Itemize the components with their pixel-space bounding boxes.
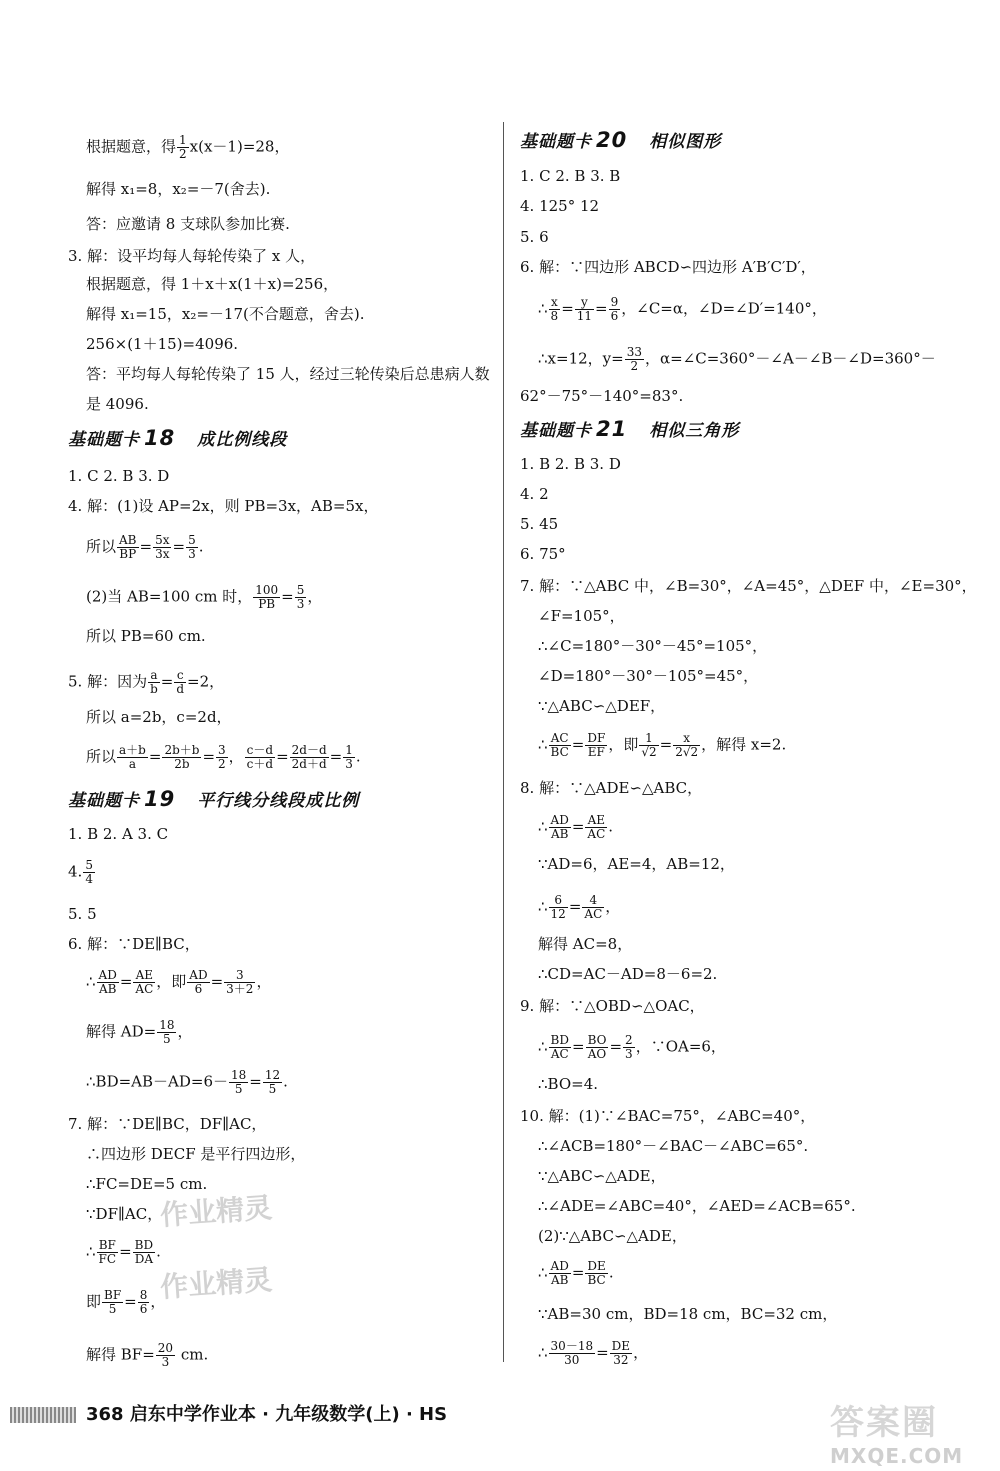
answer-line: 1. B 2. A 3. C <box>68 825 169 843</box>
equation-line: ∴BD=AB－AD=6－ $\frac{18}{5}$ = $\frac{12}{5}$ . <box>86 1068 288 1096</box>
text-line: 所以 a=2b，c=2d， <box>86 708 232 726</box>
text-line: 答：平均每人每轮传染了 15 人，经过三轮传染后总患病人数 <box>86 365 490 383</box>
equation-line: ∴ $\frac{AD}{AB}$ = $\frac{DE}{BC}$ . <box>538 1259 614 1287</box>
column-divider <box>503 122 504 1362</box>
text-line: ∵△ABC∽△DEF， <box>538 697 666 715</box>
text-line: 根据题意，得 1＋x＋x(1＋x)=256， <box>86 275 339 293</box>
equation-line: ∴ $\frac{6}{12}$ = $\frac{4}{AC}$ ， <box>538 893 621 921</box>
text-line: ∴四边形 DECF 是平行四边形， <box>86 1145 306 1163</box>
text-line: 256×(1＋15)=4096. <box>86 335 239 353</box>
text-line: ∴∠ADE=∠ABC=40°，∠AED=∠ACB=65°. <box>538 1197 856 1215</box>
equation-line: ∴ $\frac{AC}{BC}$ = $\frac{DF}{EF}$ ，即 $\frac{1}{√2}$ = $\frac{x}{2√2}$ ，解得 x=2. <box>538 731 787 759</box>
text-line: 是 4096. <box>86 395 149 413</box>
equation-line: ∴ $\frac{AD}{AB}$ = $\frac{AE}{AC}$ ，即 $\frac{AD}{6}$ = $\frac{3}{3+2}$ ， <box>86 968 272 996</box>
text-line: 8. 解：∵△ADE∽△ABC， <box>520 779 703 797</box>
text-line: (2)∵△ABC∽△ADE， <box>538 1227 687 1245</box>
section-heading: 基础题卡 18 成比例线段 <box>68 426 288 450</box>
text-line: 4. 2 <box>520 485 549 503</box>
section-heading: 基础题卡 21 相似三角形 <box>520 417 740 441</box>
text-line: 解得 x₁=8，x₂=－7(舍去). <box>86 180 271 198</box>
text-line: 5. 6 <box>520 228 549 246</box>
section-heading: 基础题卡 19 平行线分线段成比例 <box>68 787 360 811</box>
text-line: ∠D=180°－30°－105°=45°， <box>538 667 759 685</box>
text-line: 6. 75° <box>520 545 566 563</box>
text-line: ∴CD=AC－AD=8－6=2. <box>538 965 718 983</box>
text-line: 6. 解：∵四边形 ABCD∽四边形 A′B′C′D′， <box>520 258 816 276</box>
answer-line: 1. C 2. B 3. B <box>520 167 621 185</box>
text-line: 4. 125° 12 <box>520 197 600 215</box>
text-line: 7. 解：∵△ABC 中，∠B=30°，∠A=45°，△DEF 中，∠E=30°， <box>520 577 977 595</box>
answer-line: 1. C 2. B 3. D <box>68 467 170 485</box>
text-line: 根据题意，得 $\frac{1}{2}$ x(x－1)=28， <box>86 133 290 161</box>
answer-line: 1. B 2. B 3. D <box>520 455 621 473</box>
equation-line: ∴ $\frac{BD}{AC}$ = $\frac{BO}{AO}$ = $\frac{2}{3}$ ，∵OA=6， <box>538 1033 726 1061</box>
equation-line: 所以 $\frac{AB}{BP}$ = $\frac{5x}{3x}$ = $\frac{5}{3}$ . <box>86 533 204 561</box>
equation-line: ∴ $\frac{x}{8}$ = $\frac{y}{11}$ = $\frac{9}{6}$ ，∠C=α，∠D=∠D′=140°， <box>538 295 827 323</box>
equation-line: ∴ $\frac{BF}{FC}$ = $\frac{BD}{DA}$ . <box>86 1238 161 1266</box>
text-line: ∴∠C=180°－30°－45°=105°， <box>538 637 768 655</box>
text-line: ∵AB=30 cm，BD=18 cm，BC=32 cm， <box>538 1305 838 1323</box>
text-line: 4. 解：(1)设 AP=2x，则 PB=3x，AB=5x， <box>68 497 379 515</box>
text-line: ∵AD=6，AE=4，AB=12， <box>538 855 735 873</box>
equation-line: ∴ $\frac{AD}{AB}$ = $\frac{AE}{AC}$ . <box>538 813 614 841</box>
text-line: 解得 x₁=15，x₂=－17(不合题意，舍去). <box>86 305 365 323</box>
text-line: 9. 解：∵△OBD∽△OAC， <box>520 997 705 1015</box>
footer-pattern <box>10 1407 76 1423</box>
watermark-logo <box>830 1395 980 1468</box>
text-line: ∴FC=DE=5 cm. <box>86 1175 208 1193</box>
equation-line: 所以 $\frac{a+b}{a}$ = $\frac{2b+b}{2b}$ = $\frac{3}{2}$ ， $\frac{c-d}{c+d}$ = $\frac{2d-d}{2d+d}$ = $\frac{1}{3}$ . <box>86 743 361 771</box>
equation-line: ∴x=12，y= $\frac{33}{2}$ ，α=∠C=360°－∠A－∠B－∠D=360°－ <box>538 345 936 373</box>
footer-title: 启东中学作业本 · 九年级数学(上) · HS <box>129 1404 448 1425</box>
text-line: 答：应邀请 8 支球队参加比赛. <box>86 215 290 233</box>
text-line: ∴BO=4. <box>538 1075 599 1093</box>
text-line: 解得 AC=8， <box>538 935 633 953</box>
text-line: 62°－75°－140°=83°. <box>520 387 684 405</box>
watermark-text: 作业精灵 <box>159 1191 274 1232</box>
equation-line: 即 $\frac{BF}{5}$ = $\frac{8}{6}$ ， <box>86 1288 166 1316</box>
logo-text: 答案圈 <box>830 1403 938 1443</box>
equation-line: (2)当 AB=100 cm 时， $\frac{100}{PB}$ = $\frac{5}{3}$ ， <box>86 583 323 611</box>
equation-line: 4. $\frac{5}{4}$ <box>68 858 93 886</box>
text-line: 6. 解：∵DE∥BC， <box>68 935 200 953</box>
text-line: 7. 解：∵DE∥BC，DF∥AC， <box>68 1115 267 1133</box>
watermark-text: 作业精灵 <box>159 1263 274 1304</box>
equation-line: 解得 AD= $\frac{18}{5}$ ， <box>86 1018 193 1046</box>
page-number: 368 <box>86 1404 124 1425</box>
text-line: ∵△ABC∽△ADE， <box>538 1167 666 1185</box>
text-line: ∴∠ACB=180°－∠BAC－∠ABC=65°. <box>538 1137 809 1155</box>
fraction: $\frac{1}{2}$ <box>179 133 187 161</box>
text-line: ∵DF∥AC， <box>86 1205 163 1223</box>
text-line: 所以 PB=60 cm. <box>86 627 206 645</box>
text-line: ∠F=105°， <box>538 607 625 625</box>
text-line: 5. 45 <box>520 515 559 533</box>
page-footer <box>10 1400 447 1426</box>
section-heading: 基础题卡 20 相似图形 <box>520 128 722 152</box>
equation-line: ∴ $\frac{30-18}{30}$ = $\frac{DE}{32}$ ， <box>538 1339 649 1367</box>
equation-line: 5. 解：因为 $\frac{a}{b}$ = $\frac{c}{d}$ =2， <box>68 668 225 696</box>
logo-url: MXQE.COM <box>830 1444 964 1468</box>
text-line: 10. 解：(1)∵∠BAC=75°，∠ABC=40°， <box>520 1107 816 1125</box>
equation-line: 解得 BF= $\frac{20}{3}$ cm. <box>86 1341 209 1369</box>
text-line: 5. 5 <box>68 905 97 923</box>
text-line: 3. 解：设平均每人每轮传染了 x 人， <box>68 247 316 265</box>
